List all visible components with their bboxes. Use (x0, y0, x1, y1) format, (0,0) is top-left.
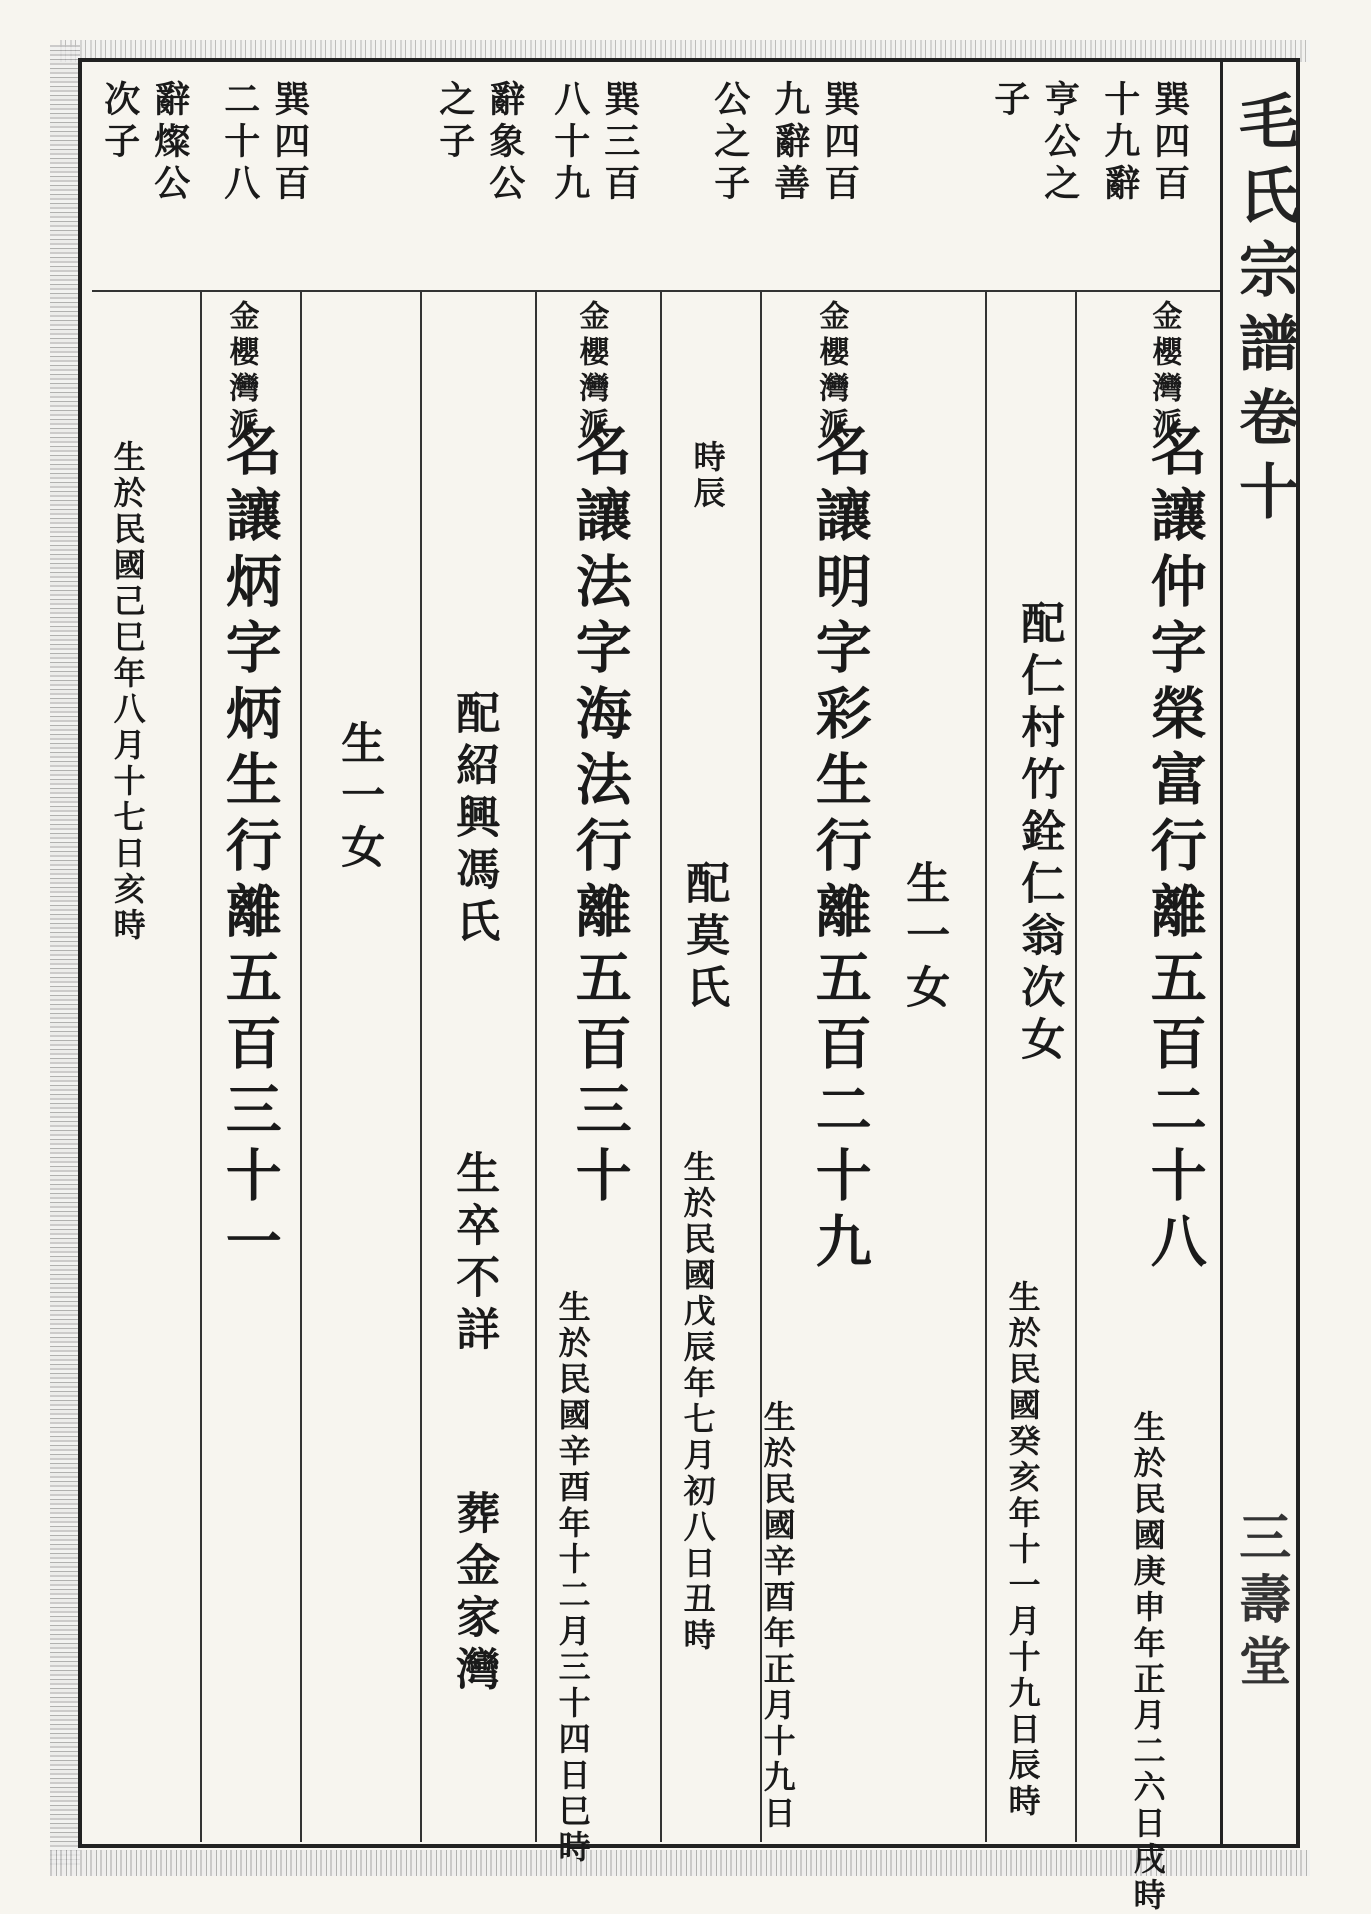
lineage-divider (92, 290, 1220, 292)
entry-1-spouse: 配仁村竹銓仁翁次女 (1013, 600, 1065, 1068)
entry-2-spouse-birth: 生於民國戊辰年七月初八日丑時 (678, 1150, 717, 1654)
column-divider (985, 292, 987, 1842)
lineage-4-line3: 辭燦公 (148, 80, 191, 206)
entry-1-branch: 金櫻灣派 (1146, 300, 1182, 444)
column-divider (1075, 292, 1077, 1842)
lineage-2-line1: 巽四百 (818, 80, 861, 206)
scan-noise-bottom (50, 1850, 1310, 1876)
column-divider (420, 292, 422, 1842)
entry-1-spouse-birth: 生於民國癸亥年十一月十九日辰時 (1003, 1280, 1042, 1820)
lineage-1-line2: 十九辭 (1098, 80, 1141, 206)
entry-3-name: 名讓法字海法行離五百三十 (566, 420, 633, 1212)
entry-3-spouse: 配紹興馮氏 (448, 690, 500, 950)
lineage-1-line1: 巽四百 (1148, 80, 1191, 206)
lineage-3-line4: 之子 (433, 80, 476, 164)
entry-1-birth: 生於民國庚申年正月二六日戌時 (1128, 1410, 1167, 1914)
entry-3-burial: 葬金家灣 (448, 1490, 500, 1698)
column-divider (660, 292, 662, 1842)
entry-2-time-note: 時辰 (688, 440, 727, 512)
lineage-2-line2: 九辭善 (768, 80, 811, 206)
entry-2-own-birth: 生於民國辛酉年正月十九日 (758, 1400, 797, 1832)
scan-noise-left (50, 45, 80, 1865)
lineage-2-line3: 公之子 (708, 80, 751, 206)
entry-4-own-birth: 生於民國己巳年八月十七日亥時 (108, 440, 147, 944)
entry-2-name: 名讓明字彩生行離五百二十九 (806, 420, 873, 1278)
folio-label: 三壽堂 (1229, 1510, 1291, 1696)
column-divider (200, 292, 202, 1842)
column-divider (535, 292, 537, 1842)
entry-1-children: 生一女 (898, 860, 950, 1016)
entry-2-spouse: 配莫氏 (678, 860, 730, 1016)
book-title: 毛氏宗譜卷十 (1229, 90, 1299, 534)
entry-4-name: 名讓炳字炳生行離五百三十一 (216, 420, 283, 1278)
lineage-4-line4: 次子 (98, 80, 141, 164)
column-divider (300, 292, 302, 1842)
lineage-4-line2: 二十八 (218, 80, 261, 206)
lineage-1-line3: 亨公之 (1038, 80, 1081, 206)
entry-4-children: 生一女 (333, 720, 385, 876)
lineage-3-line1: 巽三百 (598, 80, 641, 206)
entry-3-own-birth: 生於民國辛酉年十二月三十四日巳時 (553, 1290, 592, 1866)
entry-4-branch: 金櫻灣派 (223, 300, 259, 444)
lineage-4-line1: 巽四百 (268, 80, 311, 206)
entry-3-branch: 金櫻灣派 (573, 300, 609, 444)
lineage-1-line4: 子 (988, 80, 1031, 122)
entry-2-branch: 金櫻灣派 (813, 300, 849, 444)
entry-1-name: 名讓仲字榮富行離五百二十八 (1141, 420, 1208, 1278)
entry-3-spouse-birth: 生卒不詳 (448, 1150, 500, 1358)
lineage-3-line3: 辭象公 (483, 80, 526, 206)
lineage-3-line2: 八十九 (548, 80, 591, 206)
